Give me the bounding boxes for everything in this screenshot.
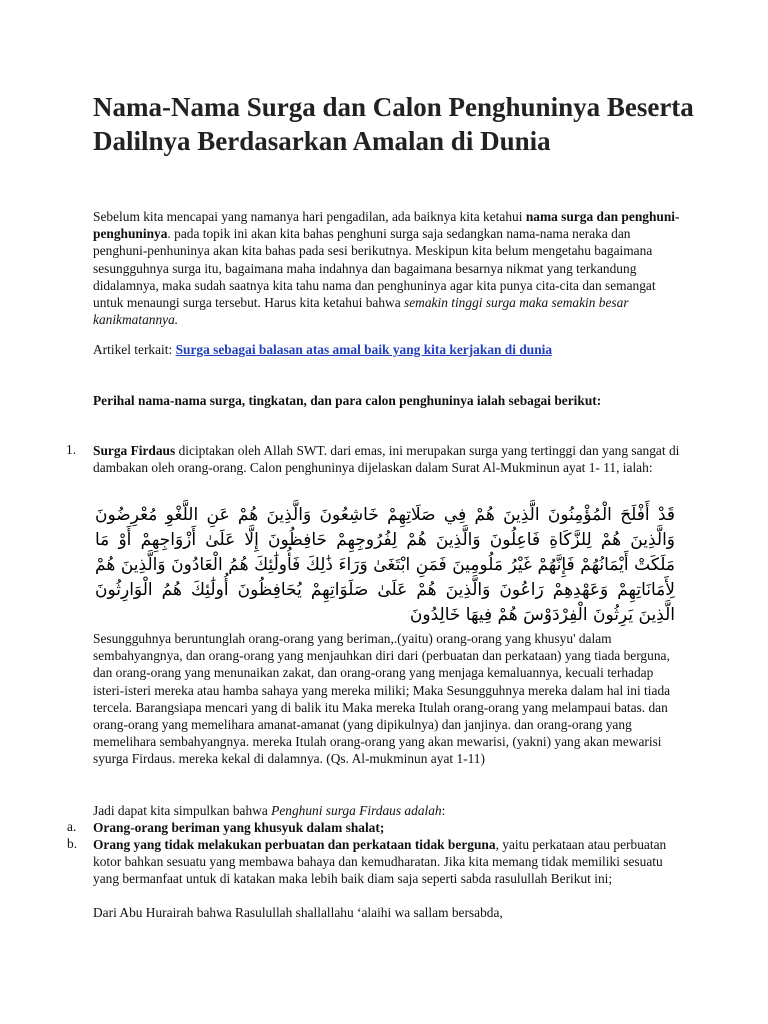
list-number: 1.: [66, 442, 77, 457]
item-text: diciptakan oleh Allah SWT. dari emas, ini merupakan surga yang tertinggi dan yang sangat di dambakan oleh orang-orang. Calon penghuninya dijelaskan dalam Surat Al-Mukminun ayat 1- 11, ialah:: [93, 443, 680, 476]
intro-bold-text: nama surga dan penghuni-penghuninya: [93, 209, 680, 242]
translation-paragraph: Sesungguhnya beruntunglah orang-orang yang beriman,.(yaitu) orang-orang yang khusyu' dalam sembahyangnya, dan orang-orang yang menjauhkan diri dari (perbuatan dan perkataan) yang tiada berguna, dan orang-orang yang menunaikan zakat, dan orang-orang yang menjaga kemaluannya, kecuali terhadap isteri-isteri mereka atau hamba sahaya yang mereka miliki; Maka Sesungguhnya mereka dalam hal ini tiada tercela. Barangsiapa mencari yang di balik itu Maka mereka Itulah orang-orang yang melampaui batas. dan orang-orang yang memelihara amanat-amanat (yang dipikulnya) dan janjinya. dan orang-orang yang memelihara sembahyangnya. mereka Itulah orang-orang yang akan mewarisi, (yakni) yang akan mewarisi syurga Firdaus. mereka kekal di dalamnya. (Qs. Al-mukminun ayat 1-11): [93, 631, 671, 767]
intro-paragraph: [93, 208, 683, 328]
point-marker-a: a.: [67, 819, 77, 834]
related-label: Artikel terkait:: [93, 342, 176, 357]
conclusion-text-1: Jadi dapat kita simpulkan bahwa: [93, 803, 272, 818]
conclusion-text-2: :: [441, 803, 446, 818]
intro-text-1: Sebelum kita mencapai yang namanya hari pengadilan, ada baiknya kita ketahui: [93, 209, 526, 224]
related-article: [93, 341, 683, 358]
arabic-verse: قَدْ أَفْلَحَ الْمُؤْمِنُونَ الَّذِينَ هُمْ فِي صَلَاتِهِمْ خَاشِعُونَ وَالَّذِينَ هُمْ عَنِ اللَّغْوِ مُعْرِضُونَ وَالَّذِينَ هُمْ لِلزَّكَاةِ فَاعِلُونَ وَالَّذِينَ هُمْ لِفُرُوجِهِمْ حَافِظُونَ إِلَّا عَلَىٰ أَزْوَاجِهِمْ أَوْ مَا مَلَكَتْ أَيْمَانُهُمْ فَإِنَّهُمْ غَيْرُ مَلُومِينَ فَمَنِ ابْتَغَىٰ وَرَاءَ ذَٰلِكَ فَأُولَٰئِكَ هُمُ الْعَادُونَ وَالَّذِينَ هُمْ لِأَمَانَاتِهِمْ وَعَهْدِهِمْ رَاعُونَ وَالَّذِينَ هُمْ عَلَىٰ صَلَوَاتِهِمْ يُحَافِظُونَ أُولَٰئِكَ هُمُ الْوَارِثُونَ الَّذِينَ يَرِثُونَ الْفِرْدَوْسَ هُمْ فِيهَا خَالِدُونَ: [95, 505, 675, 625]
list-item-firdaus: [93, 442, 683, 476]
conclusion-italic: Penghuni surga Firdaus adalah: [271, 803, 442, 818]
point-b: [93, 836, 683, 888]
conclusion-line: [93, 802, 683, 819]
intro-italic-text: semakin tinggi surga maka semakin besar kanikmatannya.: [93, 295, 629, 328]
related-article-link[interactable]: Surga sebagai balasan atas amal baik yang kita kerjakan di dunia: [175, 342, 553, 357]
item-title: Surga Firdaus: [93, 443, 176, 458]
point-b-text: , yaitu perkataan atau perbuatan kotor bahkan sesuatu yang membawa bahaya dan kemudharatan. Jika kita memang tidak memiliki sesuatu yang bermanfaat untuk di katakan maka lebih baik diam saja seperti sabda rasulullah Berikut ini;: [93, 837, 667, 887]
hadith-intro: Dari Abu Hurairah bahwa Rasulullah shallallahu ‘alaihi wa sallam bersabda,: [93, 905, 503, 920]
point-a-bold: Orang-orang beriman yang khusyuk dalam shalat;: [93, 820, 385, 835]
intro-text-2: . pada topik ini akan kita bahas penghuni surga saja sedangkan nama-nama neraka dan penghuni-penhuninya akan kita bahas pada sesi berikutnya. Meskipun kita belum mengetahu bagaimana sesungguhnya surga itu, bagaimana maha indahnya dan bagaimana besarnya nikmat yang terkandung didalamnya, maka sudah saatnya kita tahu nama dan penghuninya agar kita punya cita-cita dan semangat untuk menaungi surga tersebut. Harus kita ketahui bahwa: [93, 226, 656, 311]
point-a: [93, 819, 683, 836]
page-title: Nama-Nama Surga dan Calon Penghuninya Beserta Dalilnya Berdasarkan Amalan di Dunia: [93, 92, 694, 156]
point-b-bold: Orang yang tidak melakukan perbuatan dan perkataan tidak berguna: [93, 837, 496, 852]
section-heading: Perihal nama-nama surga, tingkatan, dan para calon penghuninya ialah sebagai berikut:: [93, 393, 602, 408]
point-marker-b: b.: [67, 836, 78, 851]
